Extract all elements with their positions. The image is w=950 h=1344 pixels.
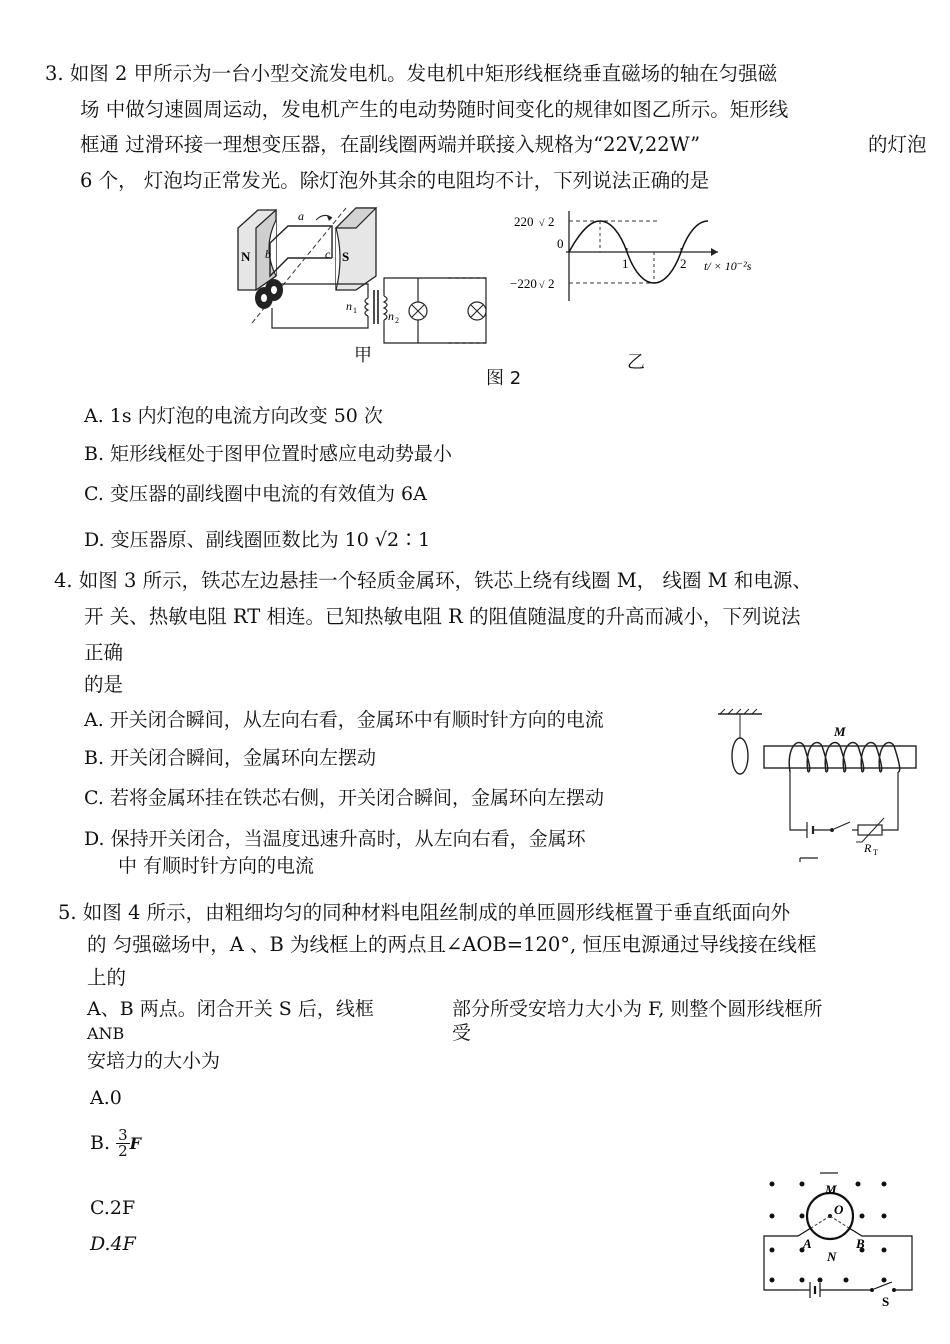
q5-line-2: 的 匀强磁场中，A 、B 为线框上的两点且∠AOB=120°, 恒压电源通过导线接在线框 — [87, 933, 817, 956]
fig-label-yi: 乙 — [627, 352, 645, 373]
q5-line-4a: A、B 两点。闭合开关 S 后，线框 — [87, 998, 374, 1020]
metal-ring — [732, 738, 748, 774]
label-a: a — [298, 209, 304, 223]
sqrt-symbol: √ — [539, 218, 545, 229]
q3-option-a: A. 1s 内灯泡的电流方向改变 50 次 — [84, 405, 383, 427]
magnet-s-label: S — [342, 249, 350, 264]
q4-line-4: 的是 — [84, 673, 124, 696]
label-n: N — [827, 1249, 837, 1264]
label-n1: n — [346, 299, 352, 313]
x-axis-unit: t/ × 10⁻²s — [704, 259, 752, 273]
label-a: A — [803, 1236, 812, 1251]
y-tick-bottom: −220 — [510, 276, 537, 291]
q4-option-a: A. 开关闭合瞬间，从左向右看，金属环中有顺时针方向的电流 — [84, 709, 604, 731]
iron-core — [764, 746, 916, 768]
y-tick-top: 220 — [514, 214, 534, 229]
q5-option-b — [90, 1128, 141, 1159]
q5-line-5: 安培力的大小为 — [87, 1050, 221, 1072]
q4-line-2: 开 关、热敏电阻 RT 相连。已知热敏电阻 R 的阻值随温度的升高而减小，下列说法 — [84, 605, 801, 628]
q3-line-1: 3. 如图 2 甲所示为一台小型交流发电机。发电机中矩形线框绕垂直磁场的轴在匀强磁 — [45, 62, 778, 85]
q5-line-4a2: ANB — [87, 1024, 125, 1043]
q5-line-3: 上的 — [87, 966, 127, 989]
q3-line-3b: 的灯泡 — [868, 133, 927, 156]
switch-icon — [834, 822, 850, 829]
thermistor-label: R — [864, 841, 872, 855]
fig-label-jia: 甲 — [354, 345, 372, 366]
y-tick-top-radicand: 2 — [548, 214, 555, 229]
q5-option-b-fraction — [116, 1128, 130, 1159]
q4-line-3: 正确 — [84, 641, 124, 664]
label-c: c — [325, 247, 331, 261]
fraction-numerator: 3 — [118, 1126, 128, 1144]
y-tick-bottom-radicand: 2 — [548, 276, 555, 291]
q5-option-d: D.4F — [90, 1233, 136, 1255]
magnet-n-label: N — [241, 249, 251, 264]
q4-line-1: 4. 如图 3 所示，铁芯左边悬挂一个轻质金属环，铁芯上绕有线圈 M， 线圈 M 和电源、 — [54, 569, 812, 592]
thermistor-label-sub: T — [873, 848, 878, 857]
emf-time-graph — [508, 206, 780, 306]
q5-line-4b2: 受 — [452, 1022, 472, 1044]
fraction-denominator: 2 — [118, 1142, 128, 1160]
q5-option-c: C.2F — [90, 1197, 136, 1219]
label-b: b — [265, 247, 271, 261]
label-m: M — [825, 1182, 837, 1197]
figure-caption-2: 图 2 — [486, 368, 522, 389]
label-b: B — [856, 1236, 865, 1251]
q5-line-1: 5. 如图 4 所示，由粗细均匀的同种材料电阻丝制成的单匝圆形线框置于垂直纸面向外 — [58, 901, 791, 924]
label-o: O — [834, 1202, 844, 1217]
generator-transformer-diagram — [228, 198, 496, 350]
coil-ring-diagram — [712, 708, 924, 868]
q3-option-d: D. 变压器原、副线圈匝数比为 10 √2∶1 — [84, 529, 431, 551]
q3-option-b: B. 矩形线框处于图甲位置时感应电动势最小 — [84, 443, 453, 465]
q3-line-3a: 框通 过滑环接一理想变压器，在副线圈两端并联接入规格为“22V,22W” — [80, 133, 701, 156]
label-n1-sub: 1 — [353, 306, 357, 315]
y-tick-zero: 0 — [557, 236, 564, 251]
q4-option-c: C. 若将金属环挂在铁芯右侧，开关闭合瞬间，金属环向左摆动 — [84, 787, 604, 809]
label-n2-sub: 2 — [395, 316, 399, 325]
q5-option-b-prefix: B. — [90, 1132, 111, 1155]
q3-line-4: 6 个， 灯泡均正常发光。除灯泡外其余的电阻均不计，下列说法正确的是 — [80, 169, 710, 192]
q4-option-d-cont: 中 有顺时针方向的电流 — [118, 855, 315, 877]
label-n2: n — [388, 309, 394, 323]
q5-line-4b: 部分所受安培力大小为 F, 则整个圆形线框所 — [452, 998, 823, 1020]
q3-line-2: 场 中做匀速圆周运动，发电机产生的电动势随时间变化的规律如图乙所示。矩形线 — [80, 98, 789, 121]
x-tick-2: 2 — [680, 256, 687, 271]
sqrt-symbol: √ — [539, 280, 545, 291]
coil-m-label: M — [834, 724, 846, 739]
q4-option-d: D. 保持开关闭合，当温度迅速升高时，从左向右看，金属环 — [84, 828, 586, 850]
circular-loop-field-diagram — [758, 1168, 928, 1308]
switch-s-icon — [874, 1282, 892, 1289]
q5-option-a: A.0 — [90, 1087, 122, 1109]
x-tick-1: 1 — [622, 256, 629, 271]
q4-option-b: B. 开关闭合瞬间，金属环向左摆动 — [84, 747, 377, 769]
q5-option-b-var: F — [129, 1133, 141, 1153]
label-s: S — [882, 1294, 890, 1308]
q3-option-c: C. 变压器的副线圈中电流的有效值为 6A — [84, 483, 427, 505]
